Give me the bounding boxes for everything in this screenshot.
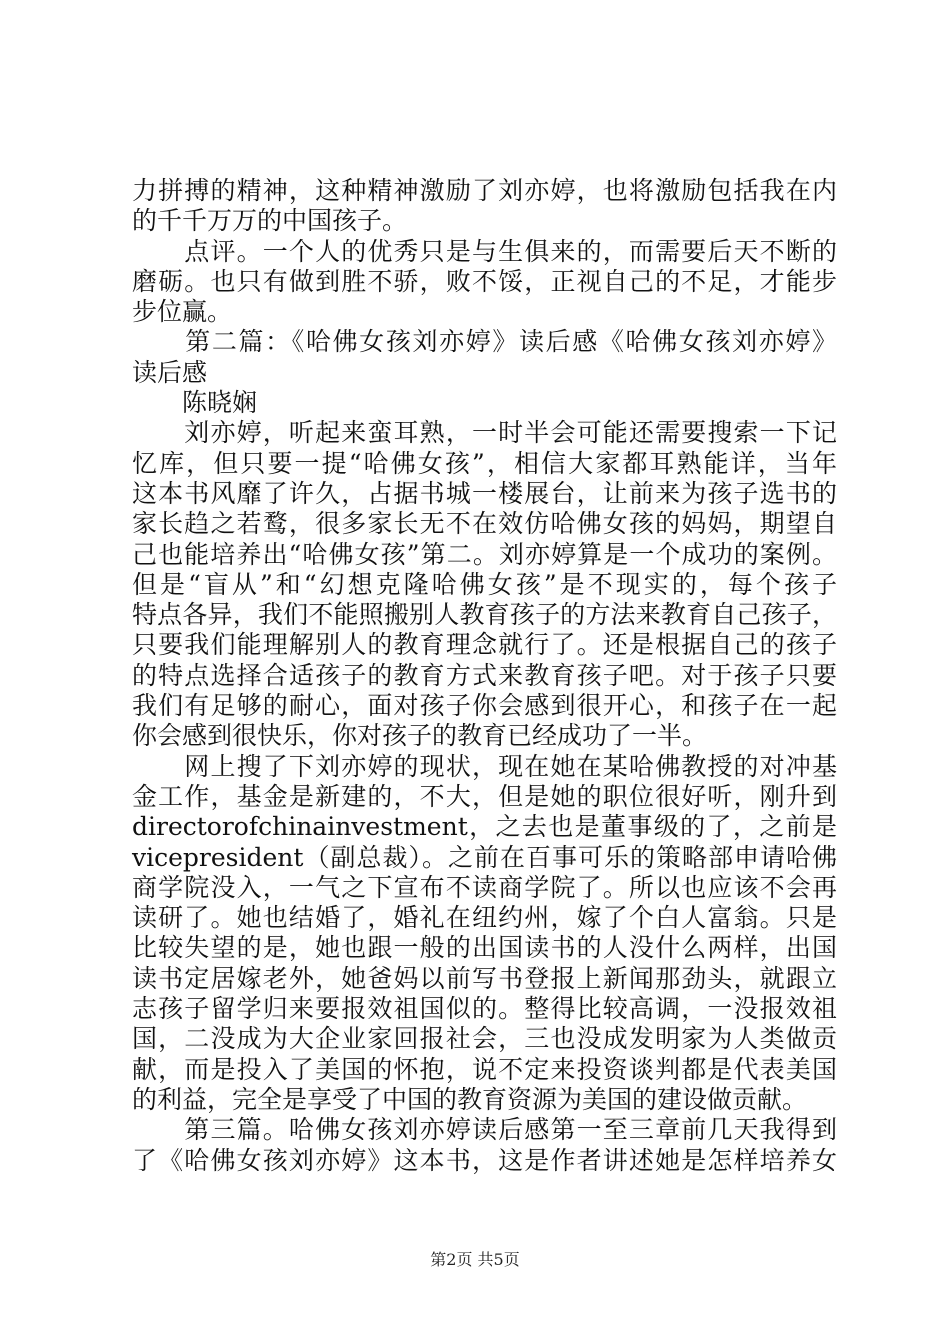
text-line: 你会感到很快乐，你对孩子的教育已经成功了一半。 bbox=[132, 721, 708, 751]
text-line: 忆库，但只要一提“哈佛女孩”，相信大家都耳熟能详，当年 bbox=[132, 448, 837, 478]
text-line: vicepresident（副总裁）。之前在百事可乐的策略部申请哈佛 bbox=[132, 842, 837, 872]
text-line: directorofchinainvestment，之去也是董事级的了，之前是 bbox=[132, 812, 837, 842]
section-heading: 第三篇。哈佛女孩刘亦婷读后感第一至三章前几天我得到 bbox=[132, 1115, 837, 1145]
text-line: 我们有足够的耐心，面对孩子你会感到很开心，和孩子在一起 bbox=[132, 691, 837, 721]
text-line: 读研了。她也结婚了，婚礼在纽约州，嫁了个白人富翁。只是 bbox=[132, 903, 837, 933]
text-line: 了《哈佛女孩刘亦婷》这本书，这是作者讲述她是怎样培养女 bbox=[132, 1145, 837, 1175]
text-line: 比较失望的是，她也跟一般的出国读书的人没什么两样，出国 bbox=[132, 933, 837, 963]
text-line: 刘亦婷，听起来蛮耳熟，一时半会可能还需要搜索一下记 bbox=[132, 418, 837, 448]
text-line: 志孩子留学归来要报效祖国似的。整得比较高调，一没报效祖 bbox=[132, 994, 837, 1024]
author-name: 陈晓娴 bbox=[132, 388, 258, 418]
text-line: 只要我们能理解别人的教育理念就行了。还是根据自己的孩子 bbox=[132, 630, 837, 660]
text-line: 点评。一个人的优秀只是与生俱来的，而需要后天不断的 bbox=[132, 236, 837, 266]
text-line: 这本书风靡了许久，占据书城一楼展台，让前来为孩子选书的 bbox=[132, 478, 837, 508]
page-footer: 第2页 共5页 bbox=[430, 1250, 520, 1269]
section-heading: 第二篇：《哈佛女孩刘亦婷》读后感《哈佛女孩刘亦婷》 bbox=[132, 327, 837, 357]
text-line: 网上搜了下刘亦婷的现状，现在她在某哈佛教授的对冲基 bbox=[132, 751, 837, 781]
text-line: 的特点选择合适孩子的教育方式来教育孩子吧。对于孩子只要 bbox=[132, 660, 837, 690]
text-line: 金工作，基金是新建的，不大，但是她的职位很好听，刚升到 bbox=[132, 781, 837, 811]
text-line: 国，二没成为大企业家回报社会，三也没成发明家为人类做贡 bbox=[132, 1024, 837, 1054]
section-heading-cont: 读后感 bbox=[132, 357, 208, 387]
text-line: 商学院没入，一气之下宣布不读商学院了。所以也应该不会再 bbox=[132, 872, 837, 902]
text-line: 读书定居嫁老外，她爸妈以前写书登报上新闻那劲头，就跟立 bbox=[132, 963, 837, 993]
text-line: 力拼搏的精神，这种精神激励了刘亦婷，也将激励包括我在内 bbox=[132, 176, 837, 205]
text-line: 的千千万万的中国孩子。 bbox=[132, 206, 408, 236]
text-line: 献，而是投入了美国的怀抱，说不定来投资谈判都是代表美国 bbox=[132, 1054, 837, 1084]
text-line: 特点各异，我们不能照搬别人教育孩子的方法来教育自己孩子， bbox=[132, 600, 837, 630]
text-line: 的利益，完全是享受了中国的教育资源为美国的建设做贡献。 bbox=[132, 1084, 808, 1114]
text-line: 但是“盲从”和“幻想克隆哈佛女孩”是不现实的，每个孩子 bbox=[132, 569, 837, 599]
text-line: 家长趋之若鹜，很多家长无不在效仿哈佛女孩的妈妈，期望自 bbox=[132, 509, 837, 539]
body-text bbox=[132, 176, 837, 1176]
text-line: 己也能培养出“哈佛女孩”第二。刘亦婷算是一个成功的案例。 bbox=[132, 539, 837, 569]
text-line: 磨砺。也只有做到胜不骄，败不馁，正视自己的不足，才能步 bbox=[132, 266, 837, 296]
text-line: 步位赢。 bbox=[132, 297, 233, 327]
